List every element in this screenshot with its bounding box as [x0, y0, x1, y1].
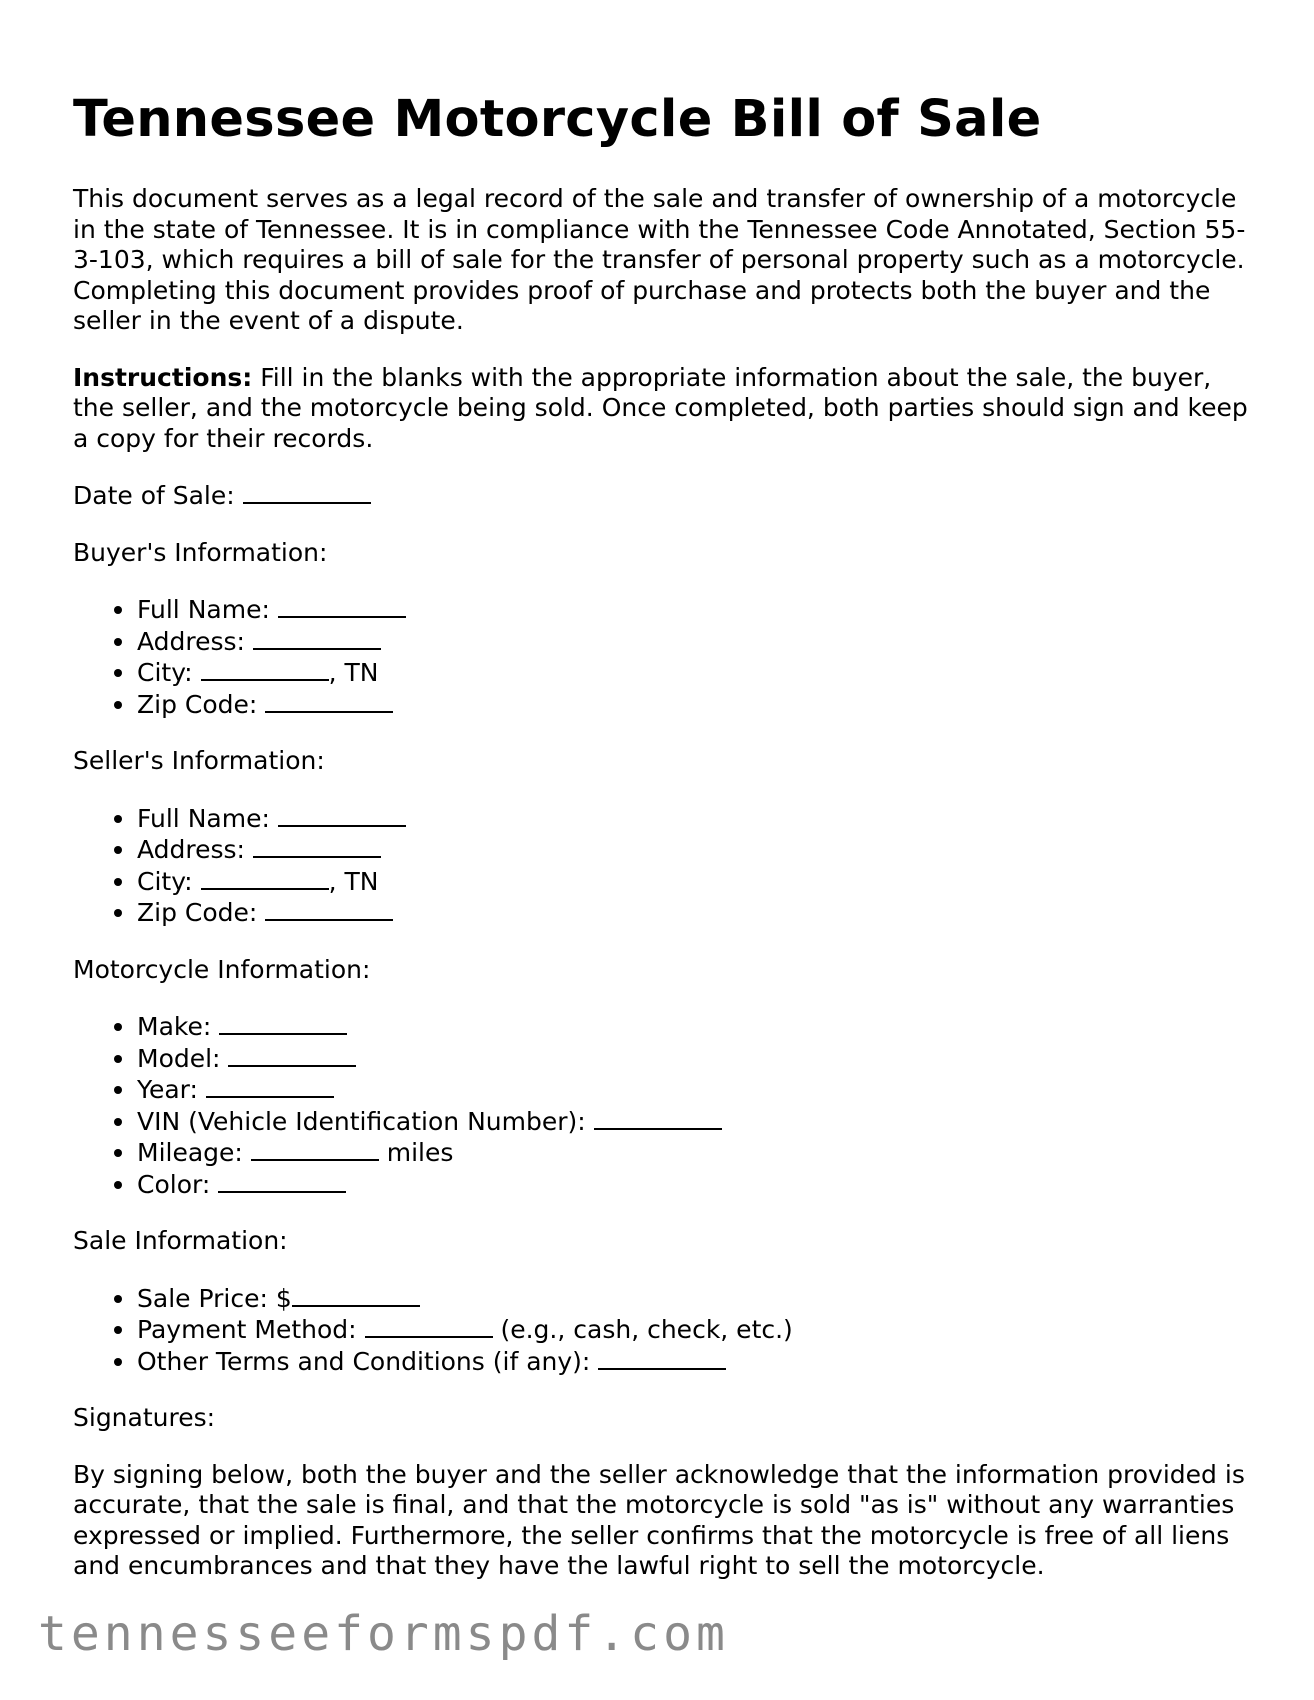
- mileage-label: Mileage:: [137, 1138, 251, 1167]
- seller-city-label: City:: [137, 866, 201, 896]
- list-item: [137, 689, 1253, 721]
- list-item: [137, 1137, 1253, 1169]
- date-of-sale-line: [73, 480, 1253, 512]
- list-item: [137, 1011, 1253, 1043]
- instructions-text: Fill in the blanks with the appropriate information about the sale, the buyer, the seller, and the motorcycle being sold. Once completed, both parties should sign and keep a copy for their records.: [73, 362, 1248, 453]
- seller-full-name-label: Full Name:: [137, 803, 278, 833]
- watermark: tennesseeformspdf.com: [38, 1606, 729, 1662]
- buyer-city-label: City:: [137, 658, 201, 687]
- list-item: [137, 834, 1253, 866]
- list-item: [137, 626, 1253, 658]
- payment-method-label: Payment Method:: [137, 1315, 365, 1344]
- year-label: Year:: [137, 1075, 206, 1104]
- list-item: [137, 1169, 1253, 1201]
- motorcycle-list: [73, 1011, 1253, 1200]
- model-blank[interactable]: [228, 1043, 356, 1067]
- other-terms-blank[interactable]: [598, 1346, 726, 1370]
- seller-zip-label: Zip Code:: [137, 898, 266, 927]
- list-item: [137, 594, 1253, 626]
- instructions-label: Instructions:: [73, 362, 253, 392]
- payment-method-suffix: (e.g., cash, check, etc.): [492, 1315, 793, 1344]
- buyer-zip-label: Zip Code:: [137, 689, 266, 719]
- instructions-paragraph: [73, 363, 1253, 455]
- signatures-paragraph: By signing below, both the buyer and the seller acknowledge that the information provided is accurate, that the sale is final, and that the motorcycle is sold "as is" without any warranties expressed or implied. Furthermore, the seller confirms that the motorcycle is free of all liens and encumbrances and that they have the lawful right to sell the motorcycle.: [73, 1459, 1245, 1580]
- sale-list: [73, 1283, 1253, 1378]
- seller-zip-blank[interactable]: [265, 897, 393, 921]
- payment-method-blank[interactable]: [365, 1314, 493, 1338]
- list-item: [137, 1106, 1253, 1138]
- date-of-sale-label: Date of Sale:: [73, 481, 243, 510]
- mileage-blank[interactable]: [251, 1137, 379, 1161]
- list-item: [137, 897, 1253, 929]
- list-item: [137, 1283, 1253, 1315]
- color-blank[interactable]: [218, 1169, 346, 1193]
- buyer-address-blank[interactable]: [253, 626, 381, 650]
- list-item: [137, 1314, 1253, 1346]
- buyer-city-blank[interactable]: [201, 657, 329, 681]
- list-item: [137, 866, 1253, 898]
- sale-heading: Sale Information:: [73, 1226, 288, 1255]
- document-page: [73, 90, 1253, 1608]
- list-item: [137, 1043, 1253, 1075]
- intro-paragraph: This document serves as a legal record of the sale and transfer of ownership of a motorcycle in the state of Tennessee. It is in compliance with the Tennessee Code Annotated, Section 55-3-103, which requires a bill of sale for the transfer of personal property such as a motorcycle. Completing this document provides proof of purchase and protects both the buyer and the seller in the event of a dispute.: [73, 184, 1246, 335]
- seller-city-suffix: , TN: [328, 866, 379, 896]
- seller-list: [73, 803, 1253, 929]
- list-item: [137, 803, 1253, 835]
- document-title: Tennessee Motorcycle Bill of Sale: [73, 90, 1042, 149]
- signatures-heading: Signatures:: [73, 1403, 216, 1432]
- list-item: [137, 1074, 1253, 1106]
- buyer-heading: Buyer's Information:: [73, 537, 328, 567]
- buyer-list: [73, 594, 1253, 720]
- buyer-city-suffix: , TN: [328, 658, 379, 687]
- other-terms-label: Other Terms and Conditions (if any):: [137, 1346, 599, 1376]
- make-label: Make:: [137, 1012, 220, 1041]
- seller-heading: Seller's Information:: [73, 746, 325, 775]
- year-blank[interactable]: [206, 1074, 334, 1098]
- make-blank[interactable]: [219, 1011, 347, 1035]
- list-item: [137, 1346, 1253, 1378]
- buyer-address-label: Address:: [137, 626, 253, 656]
- buyer-full-name-blank[interactable]: [278, 594, 406, 618]
- seller-address-blank[interactable]: [253, 834, 381, 858]
- sale-price-blank[interactable]: [292, 1283, 420, 1307]
- seller-address-label: Address:: [137, 835, 253, 864]
- sale-price-label: Sale Price: $: [137, 1283, 292, 1313]
- motorcycle-heading: Motorcycle Information:: [73, 954, 371, 984]
- list-item: [137, 657, 1253, 689]
- vin-label: VIN (Vehicle Identification Number):: [137, 1106, 594, 1136]
- model-label: Model:: [137, 1043, 229, 1073]
- buyer-full-name-label: Full Name:: [137, 595, 278, 624]
- seller-full-name-blank[interactable]: [278, 803, 406, 827]
- color-label: Color:: [137, 1169, 219, 1199]
- date-of-sale-blank[interactable]: [243, 480, 371, 504]
- seller-city-blank[interactable]: [201, 866, 329, 890]
- buyer-zip-blank[interactable]: [265, 689, 393, 713]
- mileage-suffix: miles: [378, 1138, 454, 1167]
- vin-blank[interactable]: [594, 1106, 722, 1130]
